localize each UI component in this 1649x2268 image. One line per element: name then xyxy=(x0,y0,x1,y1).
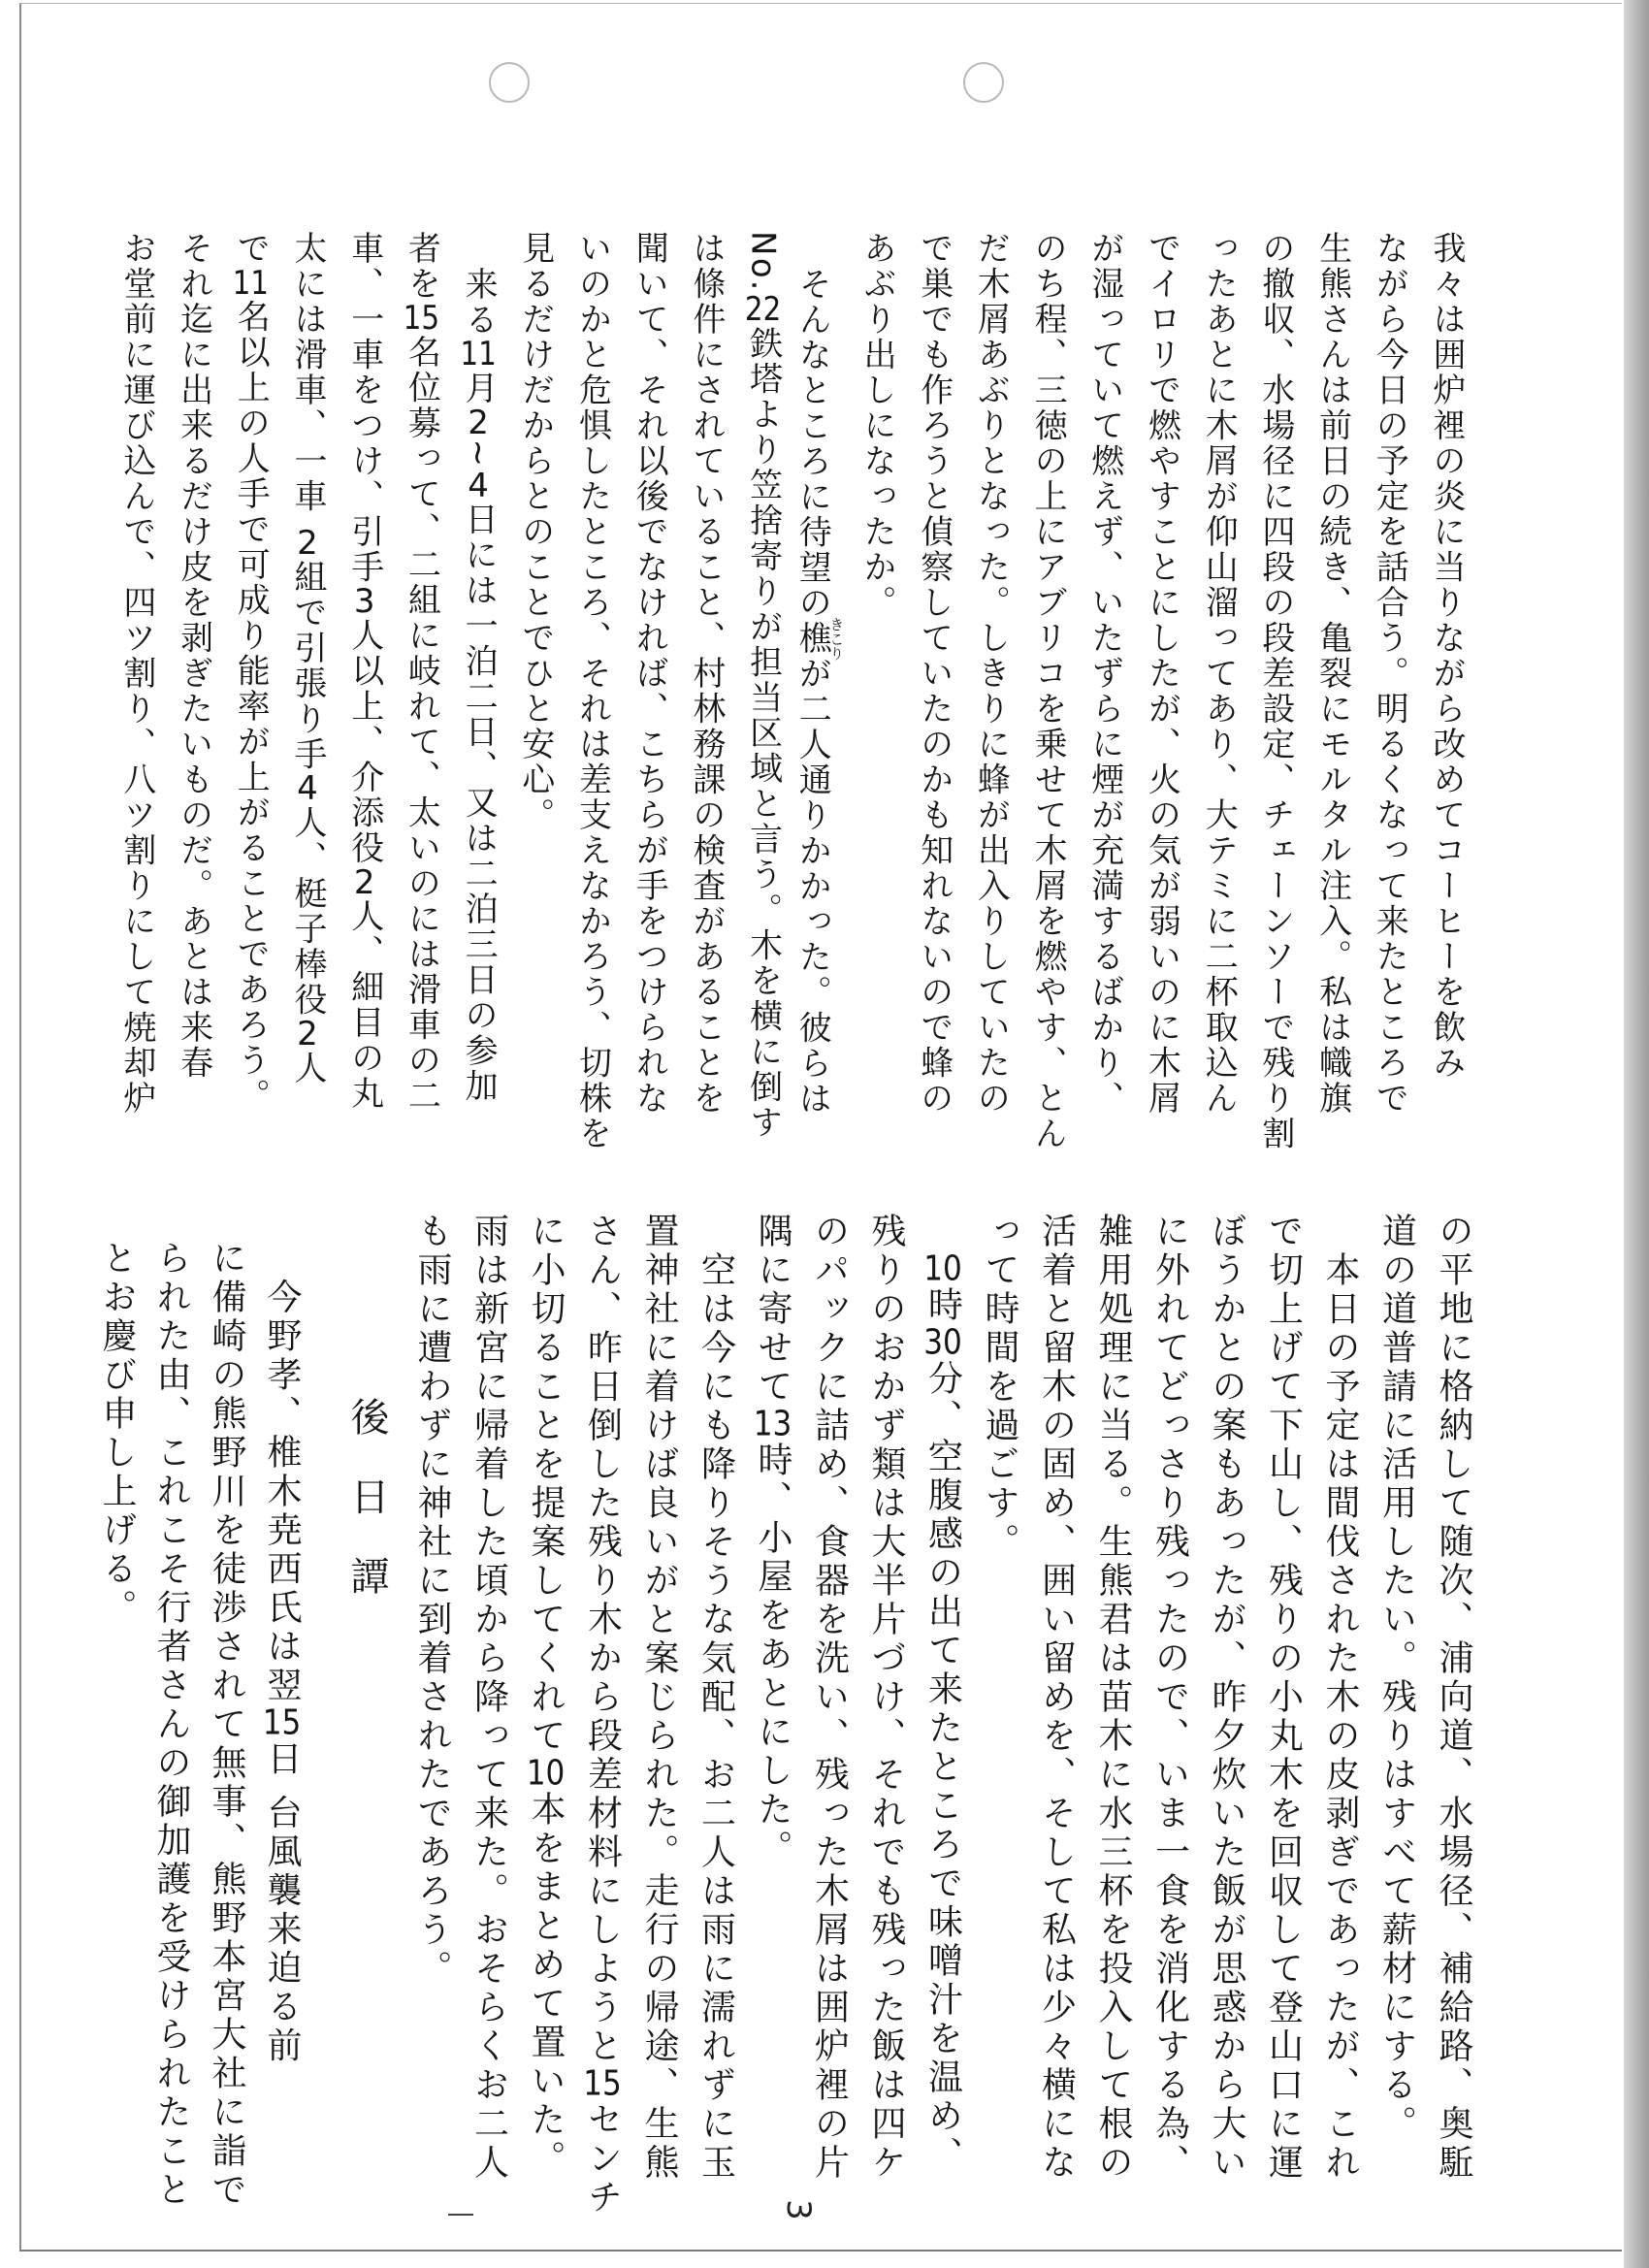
text-column: 雑用処理に当る。生熊君は苗木に水三杯を投入して根の xyxy=(1093,1213,1133,2183)
text-column: いのかと危惧したところ、それは差支えなかろう、切株を xyxy=(572,231,612,1151)
text-segment: が二人通りかかった。彼らは xyxy=(792,656,832,1117)
text-column: のち程、三徳の上にアブリコを乗せて木屑を燃やす、とん xyxy=(1028,231,1068,1151)
text-column: 雨は新宮に帰着した頃から降って来た。おそらくお二人 xyxy=(469,1213,509,2183)
text-segment: そんなところに待望の xyxy=(792,267,832,621)
text-column: の平地に格納して随次、浦向道、水場径、補給路、奥駈 xyxy=(1434,1213,1473,2183)
text-column: お堂前に運び込んで、四ツ割り、八ツ割りにして焼却炉 xyxy=(116,231,156,1117)
text-column: 来る11月2~4日には一泊二日、又は二泊三日の参加 xyxy=(459,267,499,1104)
text-column: 置神社に着けば良いがと案じられた。走行の帰途、生熊 xyxy=(639,1213,679,2183)
text-column: 今野孝、椎木尭西氏は翌15日 台風襲来迫る前 xyxy=(262,1279,302,2066)
text-column: ったあとに木屑が仰山溜ってあり、大テミに二杯取込ん xyxy=(1199,231,1239,1117)
text-column: ぼうかとの案もあったが、昨夕炊いた飯が思惑から大い xyxy=(1207,1213,1246,2183)
text-column: 本日の予定は間伐された木の皮剥ぎであったが、これ xyxy=(1320,1251,1360,2183)
text-column: が湿っていて燃えず、いたずらに煙が充満するばかり、 xyxy=(1084,231,1124,1117)
text-column: に外れてどっさり残ったので、いま一食を消化する為、 xyxy=(1149,1213,1190,2183)
text-column: 残りのおかず類は大半片づけ、それでも残った飯は四ケ xyxy=(866,1213,906,2183)
text-column: 見るだけだからとのことでひと安心。 xyxy=(515,231,555,833)
text-column: 生熊さんは前日の続き、亀裂にモルタル注入。私は幟旗 xyxy=(1312,231,1352,1117)
pen-mark xyxy=(448,2214,473,2216)
text-column-with-ruby xyxy=(792,231,846,1117)
binder-hole-left xyxy=(489,62,530,103)
text-column: No.22鉄塔より笠捨寄りが担当区域と言う。木を横に倒す xyxy=(743,231,783,1141)
text-column: 活着と留木の固め、囲い留めを、そして私は少々横にな xyxy=(1036,1213,1077,2183)
text-column: られた由、これこそ行者さんの御加護を受けられたこと xyxy=(151,1240,191,2210)
text-column: だ木屑あぶりとなった。しきりに蜂が出入りしていたの xyxy=(971,231,1011,1117)
ruby-annotation xyxy=(792,616,846,661)
text-column: 隅に寄せて13時、小屋をあとにした。 xyxy=(753,1213,792,1868)
text-column: で切上げて下山し、残りの小丸木を回収して登山口に運 xyxy=(1263,1213,1304,2183)
text-column: それ迄に出来るだけ皮を剥ぎたいものだ。あとは来春 xyxy=(174,231,213,1081)
text-column: でイロリで燃やすことにしたが、火の気が弱いのに木屑 xyxy=(1142,231,1181,1117)
scan-edge-shadow xyxy=(1624,0,1649,2268)
text-column: に備崎の熊野川を徒渉されて無事、熊野本宮大社に詣で xyxy=(207,1240,246,2210)
ruby-base: 樵 xyxy=(792,616,832,661)
text-column: とお慶び申し上げる。 xyxy=(97,1240,137,1628)
text-column: の撤収、水場径に四段の段差設定、チェーンソーで残り割 xyxy=(1255,231,1295,1151)
text-column: のパックに詰め、食器を洗い、残った木屑は囲炉裡の片 xyxy=(809,1213,850,2183)
text-column: で11名以上の人手で可成り能率が上がることであろう。 xyxy=(231,231,271,1114)
text-column: に小切ることを提案してくれて10本をまとめて置いた。 xyxy=(526,1213,566,2179)
binder-hole-right xyxy=(963,62,1004,103)
text-column: 10時30分、空腹感の出て来たところで味噌汁を温め、 xyxy=(922,1251,963,2175)
text-column: 車、一車をつけ、引手3人以上、介添役2人、細目の丸 xyxy=(344,231,384,1112)
text-column: 空は今にも降りそうな気配、お二人は雨に濡れずに玉 xyxy=(695,1251,736,2183)
page-number: 3 xyxy=(778,2199,818,2220)
text-column: 聞いて、それ以後でなければ、こちらが手をつけられな xyxy=(630,231,669,1117)
ruby-reading: きこり xyxy=(827,616,846,661)
text-column: 我々は囲炉裡の炎に当りながら改めてコーヒーを飲み xyxy=(1427,231,1466,1081)
text-column: って時間を過ごす。 xyxy=(980,1213,1019,1562)
text-column: ながら今日の予定を話合う。明るくなって来たところで xyxy=(1370,231,1409,1117)
text-column: 太には滑車、一車 2組で引張り手4人、梃子棒役2人 xyxy=(288,231,327,1086)
text-column: は條件にされていること、村林務課の検査があることを xyxy=(686,231,726,1117)
text-column: 者を15名位募って、二組に岐れて、太いのには滑車の二 xyxy=(402,231,441,1114)
text-column: さん、昨日倒した残り木から段差材料にしようと15センチ xyxy=(582,1213,623,2218)
text-column: 道の道普請に活用したい。残りはすべて薪材にする。 xyxy=(1376,1213,1417,2144)
epilogue-title: 後日譚 xyxy=(344,1397,389,1636)
text-column: も雨に遭わずに神社に到着されたであろう。 xyxy=(412,1213,452,1989)
text-column: あぶり出しになったか。 xyxy=(857,231,896,621)
text-column: で巣でも作ろうと偵察していたのかも知れないので蜂の xyxy=(914,231,954,1117)
